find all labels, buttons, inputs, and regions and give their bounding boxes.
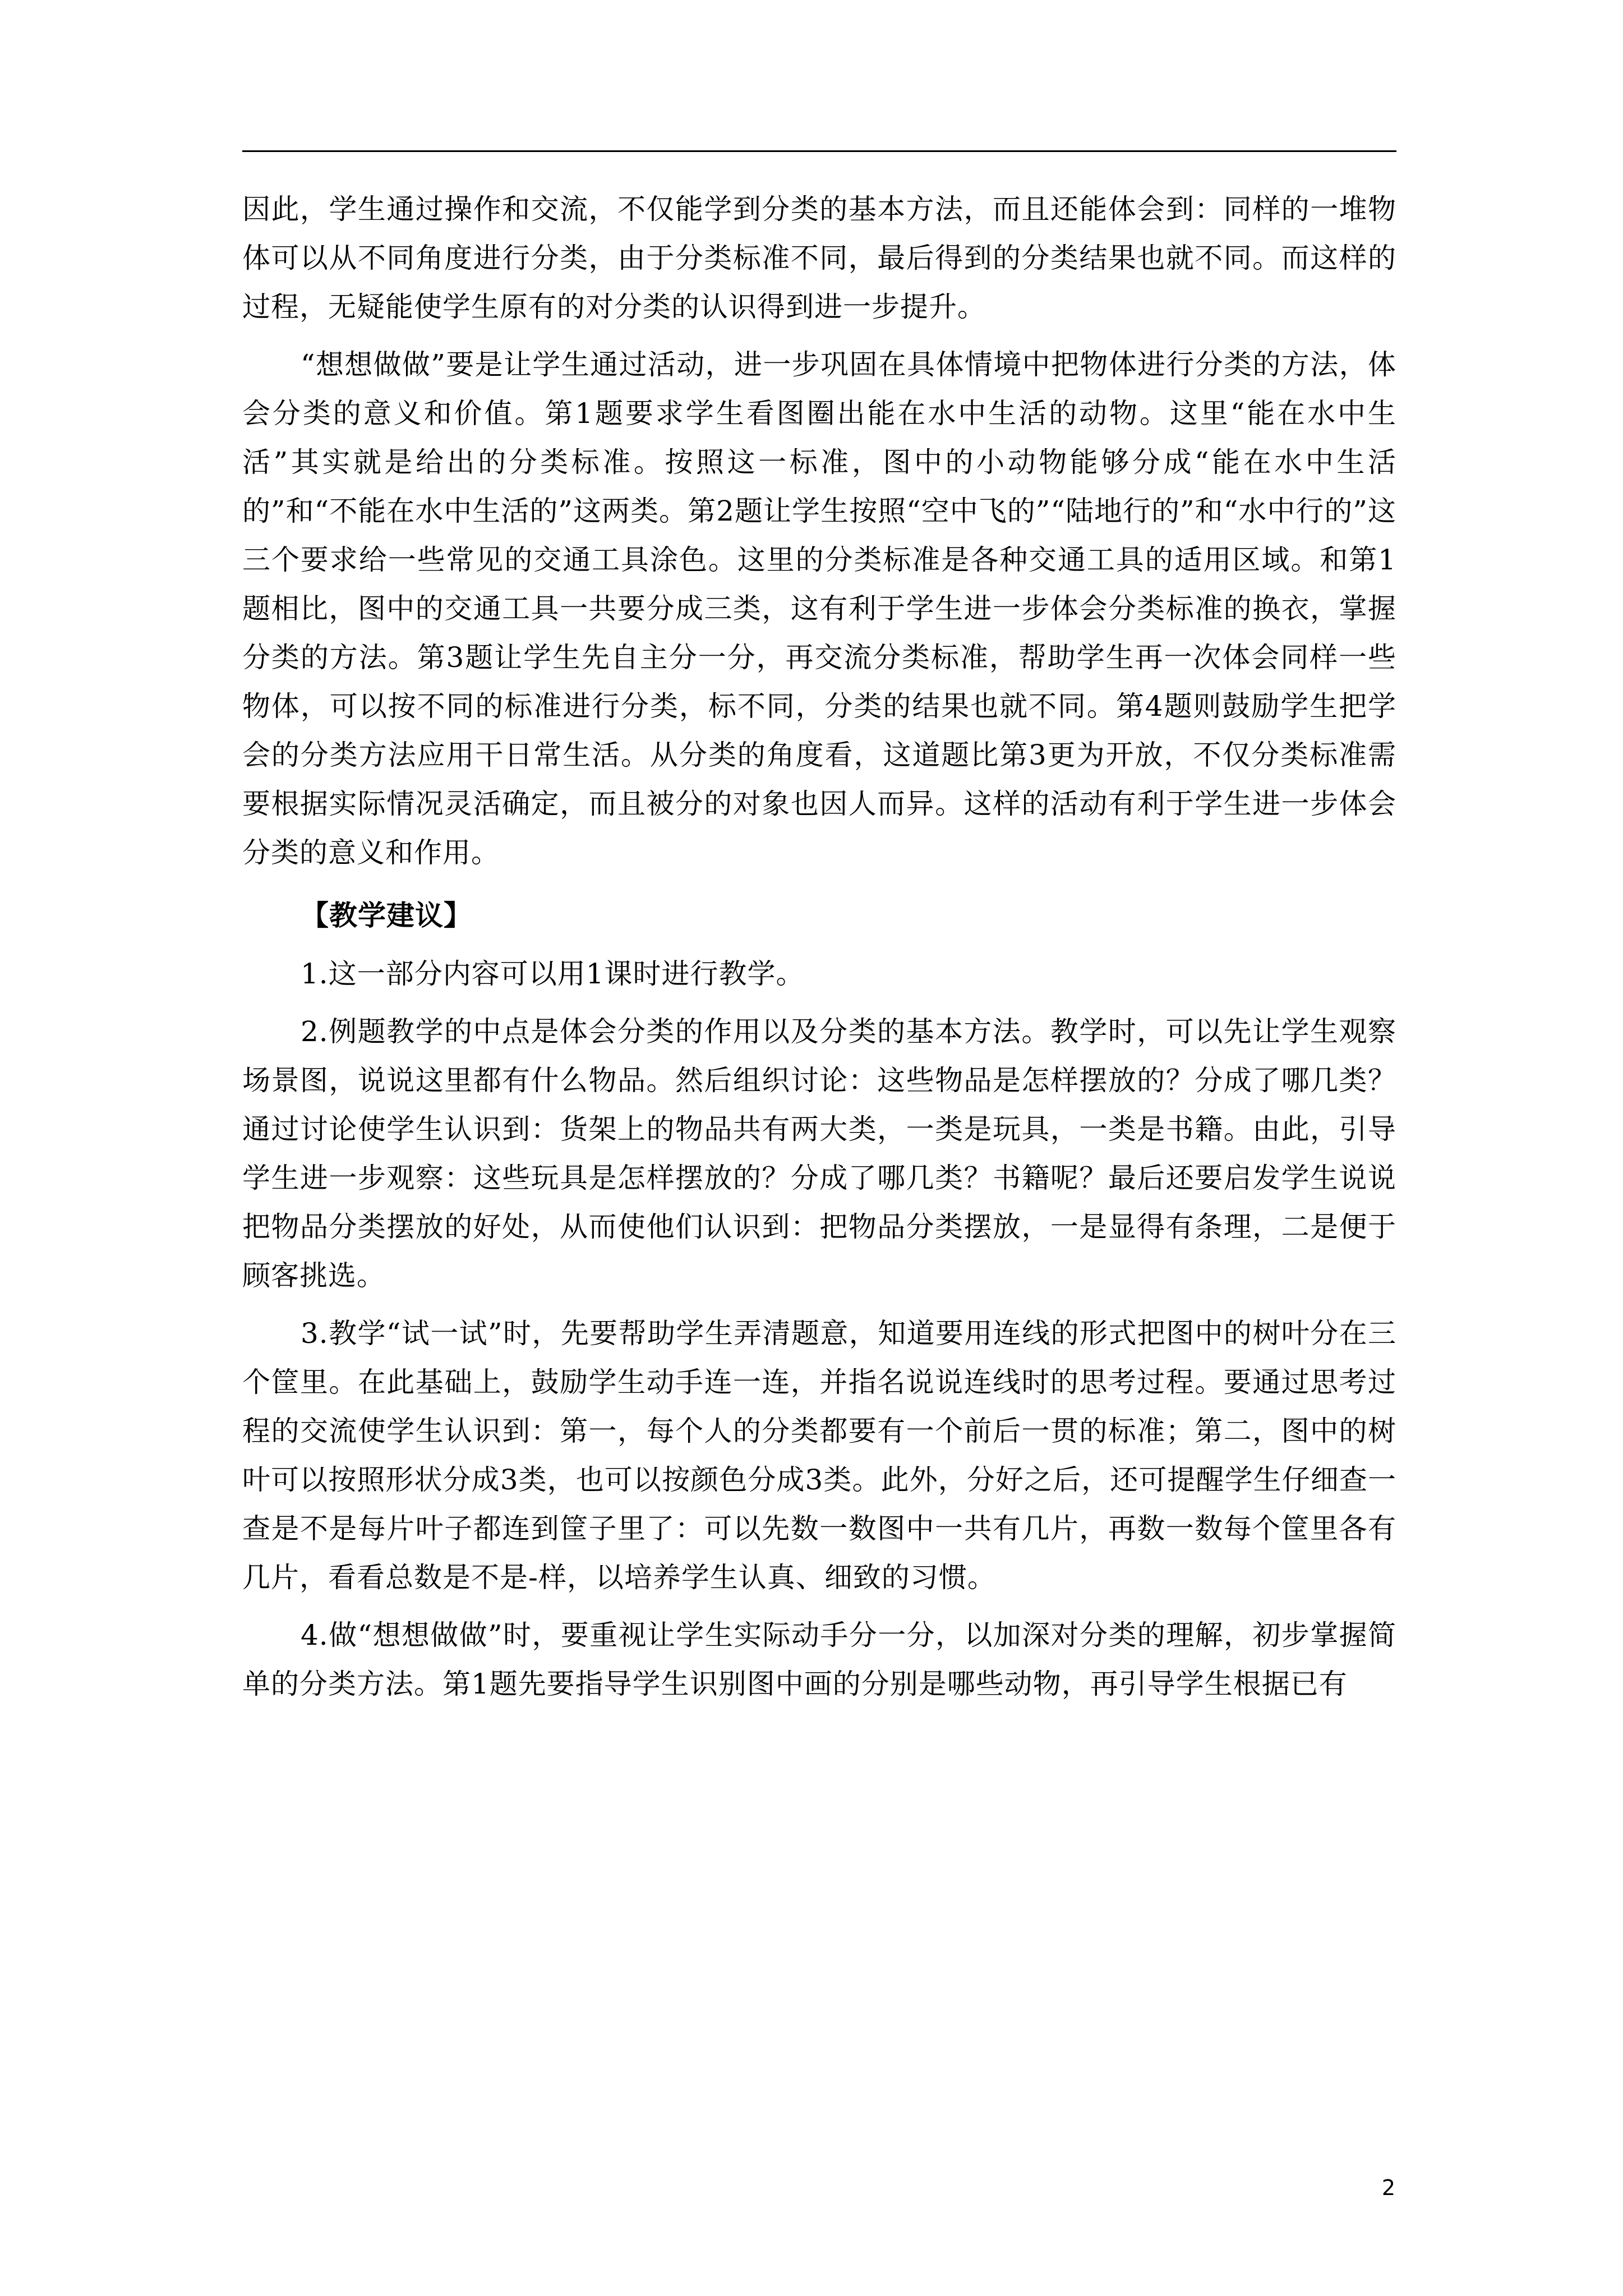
header-rule	[242, 150, 1396, 152]
suggestion-item-4: 4.做“想想做做”时，要重视让学生实际动手分一分，以加深对分类的理解，初步掌握简单的分类方法。第1题先要指导学生识别图中画的分别是哪些动物，再引导学生根据已有	[242, 1619, 1396, 1700]
page-number: 2	[1381, 2175, 1395, 2200]
suggestion-item-1: 1.这一部分内容可以用1课时进行教学。	[301, 958, 805, 990]
section-heading-teaching-suggestions: 【教学建议】	[301, 899, 472, 932]
paragraph-practice-exercises: “想想做做”要是让学生通过活动，进一步巩固在具体情境中把物体进行分类的方法，体会分类的意义和价值。第1题要求学生看图圈出能在水中生活的动物。这里“能在水中生活”其实就是给出的分类标准。按照这一标准，图中的小动物能够分成“能在水中生活的”和“不能在水中生活的”这两类。第2题让学生按照“空中飞的”“陆地行的”和“水中行的”这三个要求给一些常见的交通工具涂色。这里的分类标准是各种交通工具的适用区域。和第1题相比，图中的交通工具一共要分成三类，这有利于学生进一步体会分类标准的换衣，掌握分类的方法。第3题让学生先自主分一分，再交流分类标准，帮助学生再一次体会同样一些物体，可以按不同的标准进行分类，标不同，分类的结果也就不同。第4题则鼓励学生把学会的分类方法应用干日常生活。从分类的角度看，这道题比第3更为开放，不仅分类标准需要根据实际情况灵活确定，而且被分的对象也因人而异。这样的活动有利于学生进一步体会分类的意义和作用。	[242, 348, 1396, 869]
document-body	[242, 185, 1396, 1718]
suggestion-item-3: 3.教学“试一试”时，先要帮助学生弄清题意，知道要用连线的形式把图中的树叶分在三个筐里。在此基础上，鼓励学生动手连一连，并指名说说连线时的思考过程。要通过思考过程的交流使学生认识到：第一，每个人的分类都要有一个前后一贯的标准；第二，图中的树叶可以按照形状分成3类，也可以按颜色分成3类。此外，分好之后，还可提醒学生仔细查一查是不是每片叶子都连到筐子里了：可以先数一数图中一共有几片，再数一数每个筐里各有几片，看看总数是不是-样，以培养学生认真、细致的习惯。	[242, 1317, 1396, 1594]
paragraph-continuation: 因此，学生通过操作和交流，不仅能学到分类的基本方法，而且还能体会到：同样的一堆物体可以从不同角度进行分类，由于分类标准不同，最后得到的分类结果也就不同。而这样的过程，无疑能使学生原有的对分类的认识得到进一步提升。	[242, 193, 1396, 323]
suggestion-item-2: 2.例题教学的中点是体会分类的作用以及分类的基本方法。教学时，可以先让学生观察场景图，说说这里都有什么物品。然后组织讨论：这些物品是怎样摆放的？分成了哪几类？通过讨论使学生认识到：货架上的物品共有两大类，一类是玩具，一类是书籍。由此，引导学生进一步观察：这些玩具是怎样摆放的？分成了哪几类？书籍呢？最后还要启发学生说说把物品分类摆放的好处，从而使他们认识到：把物品分类摆放，一是显得有条理，二是便于顾客挑选。	[242, 1015, 1396, 1292]
